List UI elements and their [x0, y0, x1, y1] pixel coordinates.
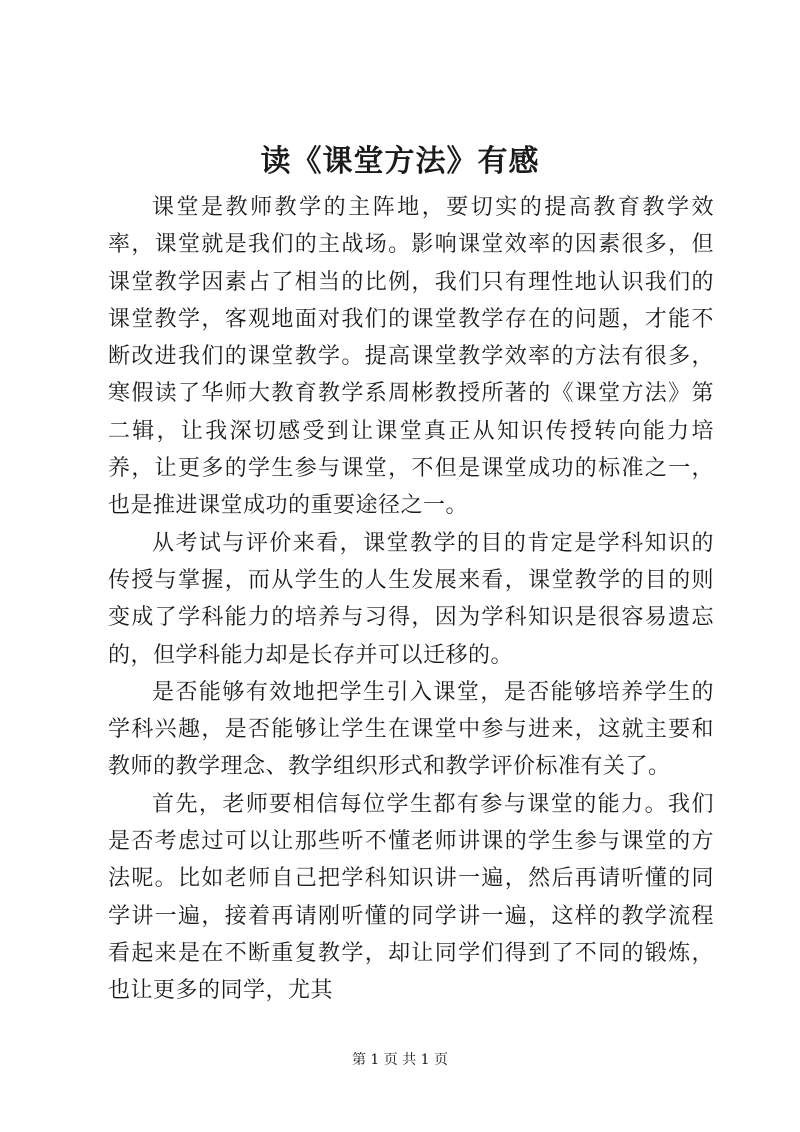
paragraph-2: 从考试与评价来看，课堂教学的目的肯定是学科知识的传授与掌握，而从学生的人生发展来看，课堂教学的目的则变成了学科能力的培养与习得，因为学科知识是很容易遗忘的，但学科能力却是长存并可以迁移的。	[108, 530, 714, 668]
paragraph-4: 首先，老师要相信每位学生都有参与课堂的能力。我们是否考虑过可以让那些听不懂老师讲课的学生参与课堂的方法呢。比如老师自己把学科知识讲一遍，然后再请听懂的同学讲一遍，接着再请刚听懂的同学讲一遍，这样的教学流程看起来是在不断重复教学，却让同学们得到了不同的锻炼，也让更多的同学，尤其	[108, 791, 714, 1004]
paragraph-3: 是否能够有效地把学生引入课堂，是否能够培养学生的学科兴趣，是否能够让学生在课堂中参与进来，这就主要和教师的教学理念、教学组织形式和教学评价标准有关了。	[108, 679, 714, 780]
page-footer: 第 1 页 共 1 页	[351, 1052, 449, 1068]
paragraph-1: 课堂是教师教学的主阵地，要切实的提高教育教学效率，课堂就是我们的主战场。影响课堂效率的因素很多，但课堂教学因素占了相当的比例，我们只有理性地认识我们的课堂教学，客观地面对我们的课堂教学存在的问题，才能不断改进我们的课堂教学。提高课堂教学效率的方法有很多，寒假读了华师大教育教学系周彬教授所著的《课堂方法》第二辑，让我深切感受到让课堂真正从知识传授转向能力培养，让更多的学生参与课堂，不但是课堂成功的标准之一，也是推进课堂成功的重要途径之一。	[108, 195, 714, 519]
document-title: 读《课堂方法》有感	[260, 144, 540, 179]
document-body	[108, 189, 714, 1010]
